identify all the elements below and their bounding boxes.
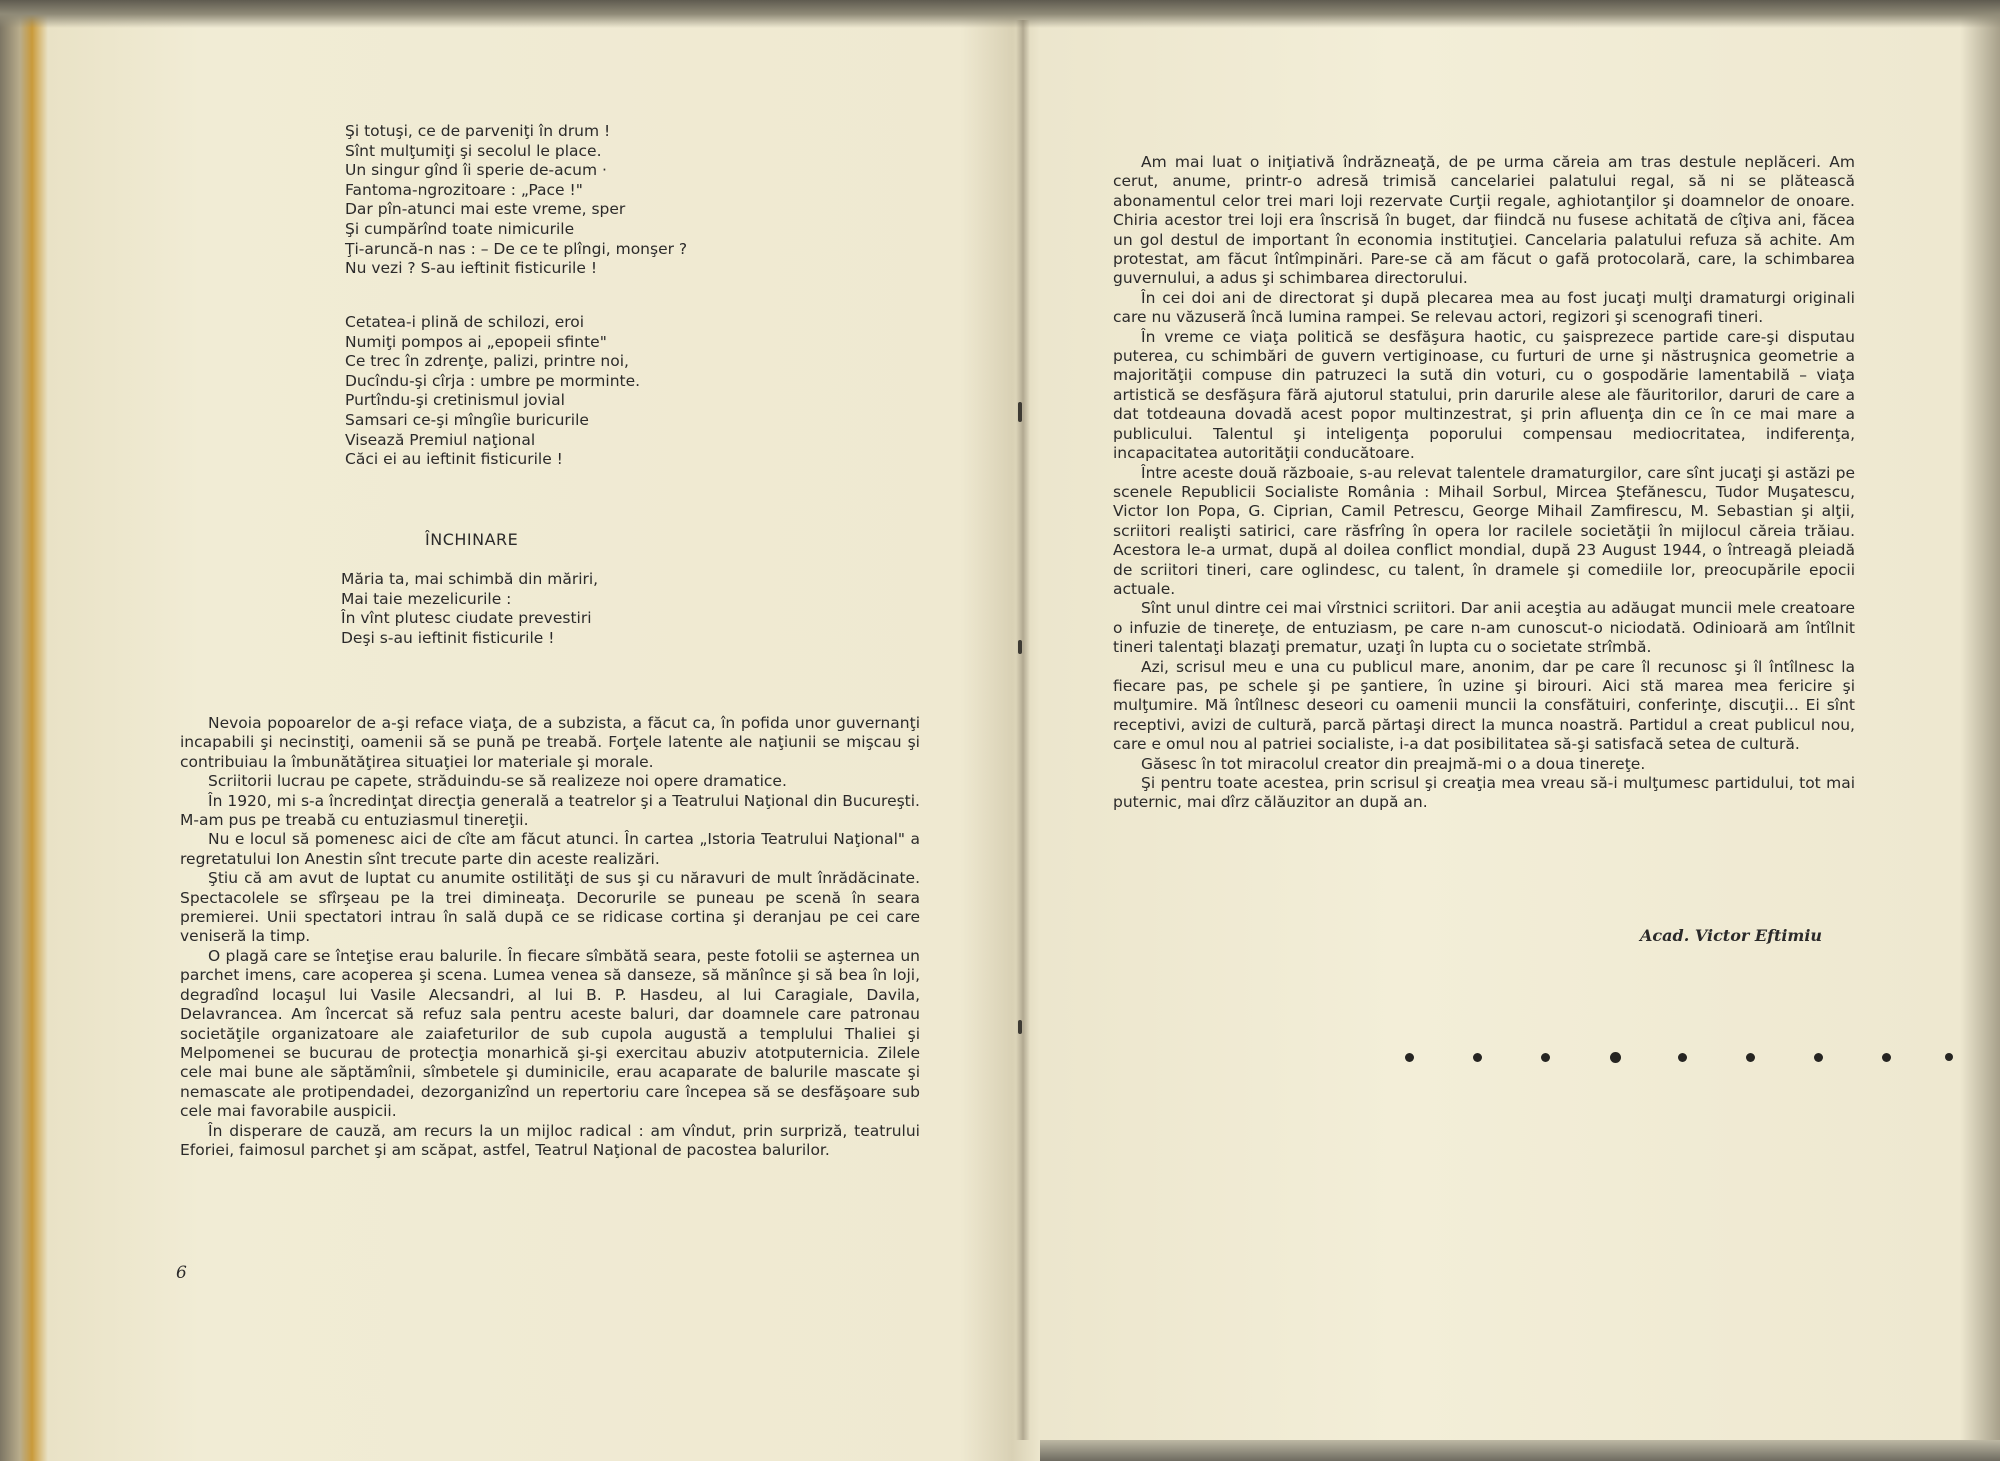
dot-ornament [1473, 1053, 1482, 1062]
paragraph: Scriitorii lucrau pe capete, străduindu-se să realizeze noi opere dramatice. [208, 772, 787, 791]
poem-stanza-2 [345, 313, 640, 470]
paragraph: Nu e locul să pomenesc aici de cîte am făcut atunci. În cartea „Istoria Teatrului Naţional" a regretatului Ion Anestin sînt trecute parte din aceste realizări. [180, 830, 920, 868]
poem-line: Dar pîn-atunci mai este vreme, sper [345, 200, 626, 219]
closing-title: ÎNCHINARE [425, 530, 519, 549]
binding-stitch [1018, 402, 1022, 422]
dot-ornament [1814, 1053, 1823, 1062]
dot-ornament [1678, 1053, 1687, 1062]
dot-ornament [1945, 1053, 1953, 1061]
left-prose [180, 714, 920, 1160]
poem-line: Visează Premiul naţional [345, 430, 536, 449]
paragraph: În cei doi ani de directorat şi după plecarea mea au fost jucaţi mulţi dramaturgi originali care nu văzuseră încă lumina rampei. Se relevau actori, regizori şi scenografi tineri. [1113, 288, 1855, 327]
poem-line: Sînt mulţumiţi şi secolul le place. [345, 141, 602, 160]
author-signature: Acad. Victor Eftimiu [1640, 926, 1823, 945]
poem-line: Un singur gînd îi sperie de-acum · [345, 161, 607, 180]
poem-stanza-3 [341, 570, 598, 648]
paragraph: Găsesc în tot miracolul creator din preajmă-mi o a doua tinereţe. [1141, 754, 1646, 773]
paragraph: În vreme ce viaţa politică se desfăşura haotic, cu şaisprezece partide care-şi disputau puterea, cu schimbări de guvern vertiginoase, cu furturi de urne şi năstruşnica geometrie a majorităţii compuse din patruzeci la sută din voturi, cu o gospodărie lamentabilă – viaţa artistică se desfăşura fără ajutorul statului, prin darurile alese ale făuritorilor, daruri de care a dat totdeauna dovadă acest popor multinzestrat, şi prin afluenţa din ce în ce mai mare a publicului. Talentul şi inteligenţa poporului compensau mediocritatea, indiferenţa, incapacitatea autorităţii conducătoare. [1113, 327, 1855, 463]
poem-line: Ducîndu-şi cîrja : umbre pe morminte. [345, 371, 641, 390]
paragraph: O plagă care se înteţise erau balurile. În fiecare sîmbătă seara, peste fotolii se aşternea un parchet imens, care acoperea şi scena. Lumea venea să danseze, să mănînce şi să bea în loji, degradînd locaşul lui Vasile Alecsandri, al lui B. P. Hasdeu, al lui Caragiale, Davila, Delavrancea. Am încercat să refuz sala pentru aceste baluri, dar doamnele care patronau societăţile organizatoare ale zaiafeturilor de sub cupola augustă a templului Thaliei şi Melpomenei se bucurau de protecţia monarhică şi-şi exercitau abuziv atotputernicia. Zilele cele mai bune ale săptămînii, sîmbetele şi duminicile, erau acaparate de balurile mascate şi nemascate ale protipendadei, dezorganizînd un repertoriu care începea să se desfăşoare sub cele mai favorabile auspicii. [180, 946, 920, 1121]
binding-stitch [1018, 640, 1022, 654]
paragraph: Între aceste două războaie, s-au relevat talentele dramaturgilor, care sînt jucaţi şi astăzi pe scenele Republicii Socialiste România : Mihail Sorbul, Mircea Ştefănescu, Tudor Muşatescu, Victor Ion Popa, G. Ciprian, Camil Petrescu, George Mihail Zamfirescu, M. Sebastian şi alţii, scriitori realişti satirici, care răsfrîng în opera lor racilele societăţii în mijlocul căreia trăiau. Acestora le-a urmat, după al doilea conflict mondial, după 23 August 1944, o întreagă pleiadă de scriitori tineri, care oglindesc, cu talent, în dramele şi comediile lor, preocupările epocii actuale. [1113, 463, 1855, 598]
poem-line: Numiţi pompos ai „epopeii sfinte" [345, 332, 607, 351]
poem-line: Măria ta, mai schimbă din măriri, [341, 570, 599, 588]
paragraph: În disperare de cauză, am recurs la un mijloc radical : am vîndut, prin surpriză, teatrului Eforiei, faimosul parchet şi am scăpat, astfel, Teatrul Naţional de pacostea balurilor. [180, 1121, 920, 1159]
binding-stitch [1018, 1020, 1022, 1034]
paragraph: În 1920, mi s-a încredinţat direcţia generală a teatrelor şi a Teatrului Naţional din Bucureşti. M-am pus pe treabă cu entuziasmul tinereţii. [180, 791, 920, 830]
dot-ornament [1405, 1053, 1414, 1062]
dot-ornament [1746, 1053, 1755, 1062]
dot-ornament [1541, 1053, 1550, 1062]
poem-line: Ţi-aruncă-n nas : – De ce te plîngi, monşer ? [345, 239, 688, 258]
paragraph: Sînt unul dintre cei mai vîrstnici scriitori. Dar anii aceştia au adăugat muncii mele creatoare o infuzie de tinereţe, de entuziasm, pe care n-am cunoscut-o niciodată. Odinioară am întîlnit tineri talentaţi blazaţi prematur, uzaţi în lupta cu o societate strîmbă. [1113, 599, 1855, 657]
poem-line: În vînt plutesc ciudate prevestiri [341, 609, 592, 628]
decorative-dots [1405, 1050, 1957, 1064]
page-number: 6 [176, 1263, 187, 1283]
poem-line: Mai taie mezelicurile : [341, 589, 512, 608]
poem-line: Şi totuşi, ce de parveniţi în drum ! [345, 122, 611, 140]
paragraph: Nevoia popoarelor de a-şi reface viaţa, de a subzista, a făcut ca, în pofida unor guvernanţi incapabili şi necinstiţi, oamenii să se pună pe treabă. Forţele latente ale naţiunii se mişcau şi contribuiau la îmbunătăţirea situaţiei lor materiale şi morale. [180, 714, 920, 771]
bottom-edge [1040, 1440, 2000, 1461]
right-prose [1113, 153, 1855, 813]
poem-line: Deşi s-au ieftinit fisticurile ! [341, 628, 555, 647]
dot-ornament [1610, 1052, 1621, 1063]
poem-line: Ce trec în zdrenţe, palizi, printre noi, [345, 352, 629, 371]
poem-line: Nu vezi ? S-au ieftinit fisticurile ! [345, 259, 598, 278]
poem-stanza-1 [345, 122, 687, 279]
poem-line: Samsari ce-şi mîngîie buricurile [345, 410, 589, 429]
poem-line: Fantoma-ngrozitoare : „Pace !" [345, 180, 583, 199]
poem-line: Cetatea-i plină de schilozi, eroi [345, 313, 585, 331]
top-shadow [0, 0, 2000, 28]
paragraph: Şi pentru toate acestea, prin scrisul şi creaţia mea vreau să-i mulţumesc partidului, tot mai puternic, mai dîrz călăuzitor an după an. [1113, 774, 1855, 812]
paragraph: Am mai luat o iniţiativă îndrăzneaţă, de pe urma căreia am tras destule neplăceri. Am cerut, anume, printr-o adresă trimisă cancelariei palatului regal, să ni se plătească abonamentul celor trei mari loji rezervate Curţii regale, aghiotanţilor şi doamnelor de onoare. Chiria acestor trei loji era înscrisă în buget, dar fiindcă nu fusese achitată de cîţiva ani, făcea un gol destul de important în economia instituţiei. Cancelaria palatului refuza să achite. Am protestat, am făcut întîmpinări. Pare-se că am făcut o gafă protocolară, care, la schimbarea guvernului, a adus şi schimbarea directorului. [1113, 153, 1855, 288]
poem-line: Căci ei au ieftinit fisticurile ! [345, 450, 563, 469]
paragraph: Azi, scrisul meu e una cu publicul mare, anonim, dar pe care îl recunosc şi îl întîlnesc la fiecare pas, pe schele şi pe şantiere, în uzine şi birouri. Aici stă marea mea fericire şi mulţumire. Mă întîlnesc deseori cu oamenii muncii la consfătuiri, conferinţe, discuţii... Ei sînt receptivi, avizi de cultură, parcă părtaşi direct la munca noastră. Partidul a creat publicul nou, care e omul nou al patriei socialiste, i-a dat posibilitatea să-şi satisfacă setea de cultură. [1113, 657, 1855, 754]
poem-line: Purtîndu-şi cretinismul jovial [345, 391, 565, 410]
poem-line: Şi cumpărînd toate nimicurile [345, 219, 575, 238]
book-gutter [1016, 20, 1030, 1440]
paragraph: Ştiu că am avut de luptat cu anumite ostilităţi de sus şi cu năravuri de mult înrădăcinate. Spectacolele se sfîrşeau pe la trei dimineaţa. Decorurile se puneau pe scenă în seara premierei. Unii spectatori intrau în sală după ce se ridicase cortina şi deranjau pe cei care veniseră la timp. [180, 869, 920, 946]
dot-ornament [1882, 1053, 1891, 1062]
